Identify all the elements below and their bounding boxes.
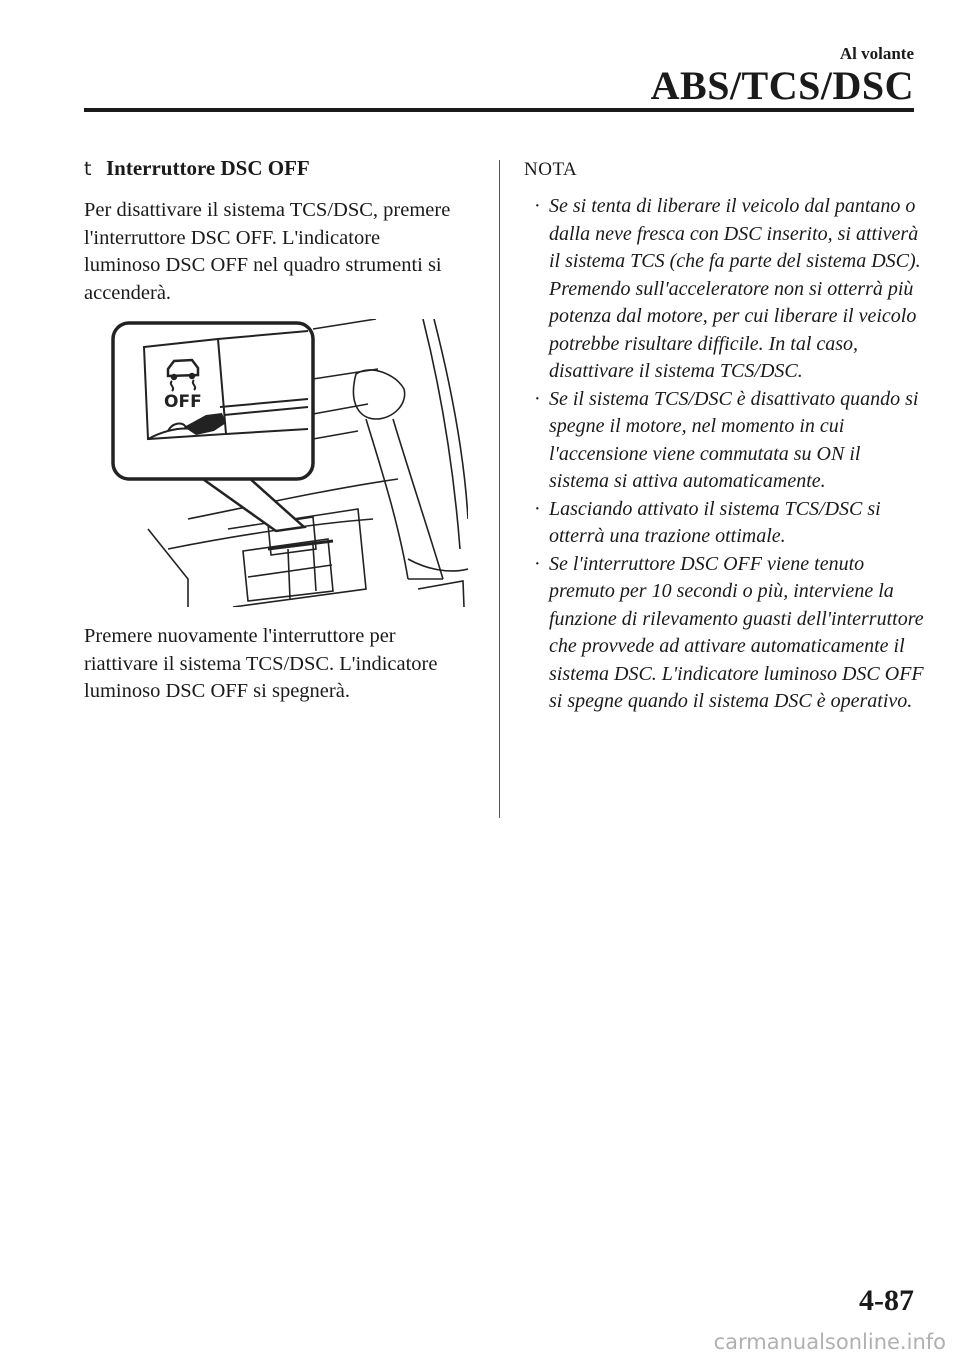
column-divider bbox=[499, 160, 500, 818]
nota-item-text: Se si tenta di liberare il veicolo dal pantano o dalla neve fresca con DSC inserito, si attiverà il sistema TCS (che fa parte del sistema DSC). Premendo sull'acceleratore non si otterrà più potenza dal motore, per cui liberare il veicolo potrebbe risultare difficile. In tal caso, disattivare il sistema TCS/DSC. bbox=[549, 195, 921, 382]
page-number: 4-87 bbox=[859, 1284, 914, 1317]
nota-item bbox=[524, 386, 924, 496]
heading-text: Interruttore DSC OFF bbox=[106, 156, 310, 180]
nota-item-text: Se il sistema TCS/DSC è disattivato quando si spegne il motore, nel momento in cui l'accensione viene commutata su ON il sistema si attiva automaticamente. bbox=[549, 387, 919, 492]
chapter-title: ABS/TCS/DSC bbox=[650, 63, 914, 108]
nota-column bbox=[524, 159, 924, 716]
nota-item-text: Se l'interruttore DSC OFF viene tenuto premuto per 10 secondi o più, interviene la funzione di rilevamento guasti dell'interruttore che provvede ad attivare automaticamente il sistema DSC. L'indicatore luminoso DSC OFF si spegne quando il sistema DSC è operativo. bbox=[549, 552, 924, 712]
section-heading bbox=[84, 156, 459, 181]
bullet-icon: · bbox=[534, 552, 541, 575]
nota-item bbox=[524, 551, 924, 716]
nota-title: NOTA bbox=[524, 159, 578, 180]
nota-list bbox=[524, 193, 924, 716]
watermark: carmanualsonline.info bbox=[713, 1330, 946, 1354]
off-label: OFF bbox=[164, 392, 202, 412]
bullet-icon: · bbox=[534, 195, 541, 217]
reactivate-paragraph: Premere nuovamente l'interruttore per riattivare il sistema TCS/DSC. L'indicatore luminoso DSC OFF si spegnerà. bbox=[84, 625, 438, 702]
bullet-icon: · bbox=[534, 387, 541, 410]
nota-item bbox=[524, 193, 924, 386]
bullet-icon: · bbox=[534, 497, 541, 520]
left-column bbox=[84, 156, 459, 706]
intro-paragraph: Per disattivare il sistema TCS/DSC, premere l'interruttore DSC OFF. L'indicatore luminoso DSC OFF nel quadro strumenti si accenderà. bbox=[84, 199, 451, 304]
nota-item bbox=[524, 496, 924, 551]
section-title: Al volante bbox=[839, 44, 914, 63]
header-rule bbox=[84, 108, 914, 112]
dsc-switch-illustration bbox=[108, 319, 468, 607]
heading-marker-icon: t bbox=[84, 158, 92, 180]
nota-item-text: Lasciando attivato il sistema TCS/DSC si otterrà una trazione ottimale. bbox=[549, 497, 881, 547]
